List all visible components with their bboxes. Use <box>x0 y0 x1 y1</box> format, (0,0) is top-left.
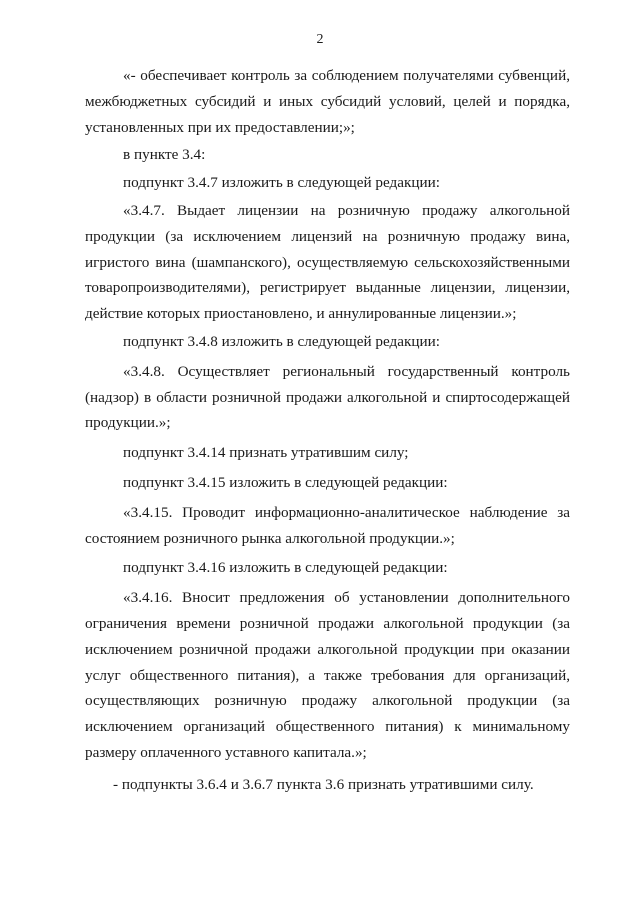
paragraph-9: «3.4.15. Проводит информационно-аналитическое наблюдение за состоянием розничного рынка алкогольной продукции.»; <box>85 503 570 547</box>
paragraph-3: подпункт 3.4.7 изложить в следующей редакции: <box>123 174 440 192</box>
paragraph-7: подпункт 3.4.14 признать утратившим силу; <box>123 444 409 462</box>
paragraph-4: «3.4.7. Выдает лицензии на розничную продажу алкогольной продукции (за исключением лицензий на розничную продажу вина, игристого вина (шампанского), осуществляемую сельскохозяйственными товаропроизводителями), регистрирует выданные лицензии, лицензии, действие которых приостановлено, и аннулированные лицензии.»; <box>85 201 570 323</box>
paragraph-2: в пункте 3.4: <box>123 146 206 164</box>
paragraph-8: подпункт 3.4.15 изложить в следующей редакции: <box>123 473 448 491</box>
paragraph-11: «3.4.16. Вносит предложения об установлении дополнительного ограничения времени розничной продажи алкогольной продукции (за исключением розничной продажи алкогольной продукции при оказании услуг общественного питания), а также требования для организаций, осуществляющих розничную продажу алкогольной продукции (за исключением организаций общественного питания) к минимальному размеру оплаченного уставного капитала.»; <box>85 589 570 761</box>
paragraph-12: - подпункты 3.6.4 и 3.6.7 пункта 3.6 признать утратившими силу. <box>113 775 534 793</box>
paragraph-6: «3.4.8. Осуществляет региональный государственный контроль (надзор) в области розничной продажи алкогольной и спиртосодержащей продукции.»; <box>85 362 570 432</box>
paragraph-5: подпункт 3.4.8 изложить в следующей редакции: <box>123 332 440 350</box>
paragraph-10: подпункт 3.4.16 изложить в следующей редакции: <box>123 559 448 577</box>
document-body <box>85 63 570 798</box>
paragraph-1: «- обеспечивает контроль за соблюдением получателями субвенций, межбюджетных субсидий и иных субсидий условий, целей и порядка, установленных при их предоставлении;»; <box>85 67 570 136</box>
page-number: 2 <box>316 32 324 47</box>
